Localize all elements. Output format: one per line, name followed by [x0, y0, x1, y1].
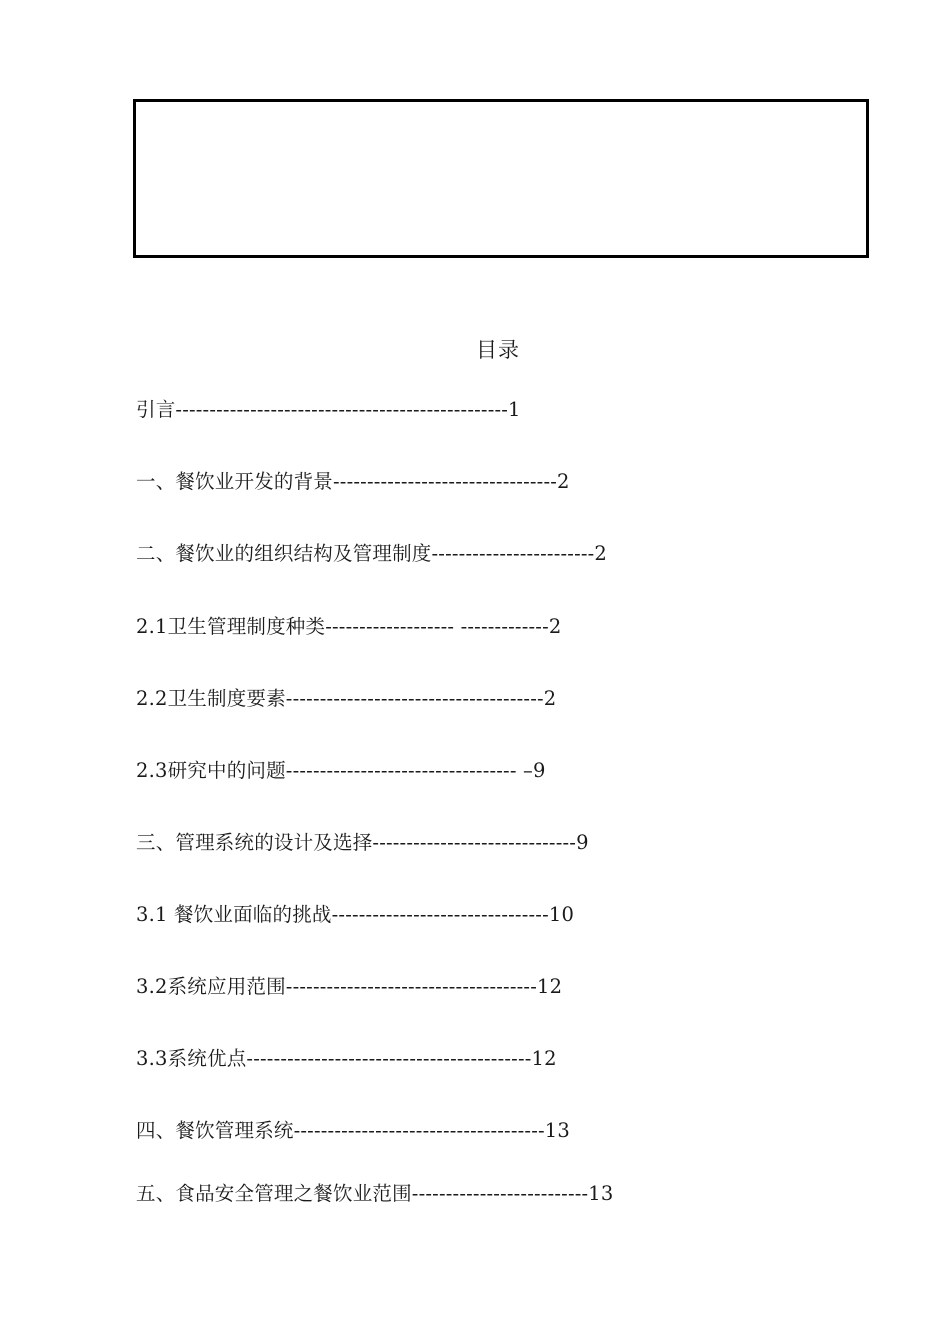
toc-entry-chapter-3[interactable]: 三、管理系统的设计及选择------------------------------9 [136, 831, 589, 854]
toc-entry-section-2-2[interactable]: 2.2卫生制度要素--------------------------------------2 [136, 687, 557, 710]
toc-entry-section-3-2[interactable]: 3.2系统应用范围-------------------------------------12 [136, 975, 563, 998]
toc-entry-introduction[interactable]: 引言-------------------------------------------------1 [136, 398, 521, 421]
toc-entry-chapter-1[interactable]: 一、餐饮业开发的背景---------------------------------2 [136, 470, 570, 493]
toc-entry-section-2-3[interactable]: 2.3研究中的问题---------------------------------- –9 [136, 759, 546, 782]
toc-entry-section-3-3[interactable]: 3.3系统优点------------------------------------------12 [136, 1047, 557, 1070]
toc-entry-chapter-2[interactable]: 二、餐饮业的组织结构及管理制度------------------------2 [136, 542, 608, 565]
toc-entry-section-3-1[interactable]: 3.1 餐饮业面临的挑战--------------------------------10 [136, 903, 575, 926]
title-box [133, 99, 869, 258]
toc-entry-section-2-1[interactable]: 2.1卫生管理制度种类------------------- -------------2 [136, 615, 562, 638]
toc-heading: 目录 [476, 338, 520, 362]
toc-entry-chapter-5[interactable]: 五、食品安全管理之餐饮业范围--------------------------13 [136, 1182, 614, 1205]
toc-entry-chapter-4[interactable]: 四、餐饮管理系统-------------------------------------13 [136, 1119, 571, 1142]
